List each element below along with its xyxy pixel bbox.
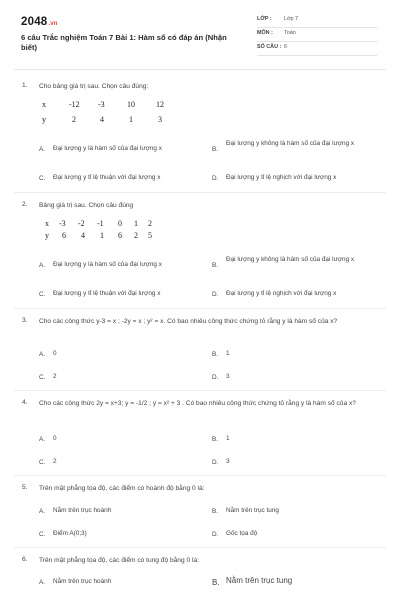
question-divider [14,308,386,309]
option-c[interactable]: 2 [53,458,57,465]
option-b[interactable]: Nằm trên trục tung [226,507,279,514]
table-cell: -12 [69,100,80,109]
table-cell: -2 [78,219,85,228]
table-cell: -1 [97,219,104,228]
option-a[interactable]: 0 [53,435,57,442]
table-cell: 1 [129,115,133,124]
table-cell: y [42,115,46,124]
logo-suffix: .vn [48,21,58,27]
question-number: 6. [22,556,28,563]
question-divider [14,475,386,476]
option-letter: A. [39,579,46,586]
meta-class-label: LỚP : [257,16,272,22]
option-d[interactable]: 3 [226,373,230,380]
question-text: Trên mặt phẳng tọa độ, các điểm có tung độ bằng 0 là: [39,557,199,564]
question-text: Trên mặt phẳng tọa độ, các điểm có hoành độ bằng 0 là: [39,485,205,492]
question-number: 1. [22,82,28,89]
option-letter: A. [39,146,46,153]
table-cell: -3 [59,219,66,228]
table-cell: 2 [134,231,138,240]
question-number: 2. [22,201,28,208]
table-cell: 2 [148,219,152,228]
option-c[interactable]: 2 [53,373,57,380]
meta-class-value: Lớp 7 [284,16,299,22]
option-letter: D. [212,459,219,466]
option-letter: D. [212,175,219,182]
option-letter: A. [39,508,46,515]
option-letter: A. [39,436,46,443]
meta-subject-label: MÔN : [257,30,273,36]
table-cell: 5 [148,231,152,240]
option-b[interactable]: Đại lượng y không là hàm số của đại lượng x [226,256,355,263]
meta-count-value: 6 [284,44,287,50]
option-letter: C. [39,531,46,538]
question-text: Cho bảng giá trị sau. Chọn câu đúng: [39,83,149,90]
table-cell: x [42,100,46,109]
table-cell: 4 [81,231,85,240]
table-cell: 3 [158,115,162,124]
option-c[interactable]: Đại lượng y tỉ lệ thuận với đại lượng x [53,290,161,297]
table-cell: 6 [62,231,66,240]
option-letter: A. [39,351,46,358]
option-letter: B. [212,578,220,587]
option-b[interactable]: 1 [226,435,230,442]
meta-subject [257,28,377,42]
table-cell: 2 [72,115,76,124]
option-letter: B. [212,436,219,443]
option-letter: D. [212,531,219,538]
option-c[interactable]: Đại lượng y tỉ lệ thuận với đại lượng x [53,174,161,181]
table-cell: 6 [118,231,122,240]
option-letter: C. [39,374,46,381]
option-letter: C. [39,291,46,298]
option-d[interactable]: Gốc tọa độ [226,530,258,537]
question-number: 5. [22,484,28,491]
option-d[interactable]: Đại lượng y tỉ lệ nghịch với đại lượng x [226,290,337,297]
meta-count [257,42,377,56]
option-a[interactable]: Nằm trên trục hoành [53,507,112,514]
table-cell: 12 [156,100,164,109]
header-divider [14,69,386,70]
option-letter: D. [212,374,219,381]
option-letter: B. [212,146,219,153]
question-divider [14,390,386,391]
question-text: Cho các công thức y-3 = x ; -2y = x ; y² = x. Có bao nhiêu công thức chứng tỏ rằng y là hàm số của x? [39,318,338,325]
table-cell: 0 [118,219,122,228]
table-cell: 1 [100,231,104,240]
option-a[interactable]: Đại lượng y là hàm số của đại lượng x [53,261,162,268]
option-c[interactable]: Điểm A(0;3) [53,530,87,537]
logo-text: 2048 [21,16,48,28]
option-letter: B. [212,508,219,515]
option-a[interactable]: Nằm trên trục hoành [53,578,112,585]
table-cell: 10 [127,100,135,109]
option-letter: B. [212,262,219,269]
option-a[interactable]: 0 [53,350,57,357]
option-letter: D. [212,291,219,298]
site-logo[interactable] [21,16,58,28]
meta-subject-value: Toán [284,30,296,36]
question-number: 4. [22,399,28,406]
option-b[interactable]: Nằm trên trục tung [226,576,293,585]
question-text: Cho các công thức 2y = x+3; y = -1/2 ; y = x² + 3 . Có bao nhiêu công thức chứng tỏ rằng y là hàm số của x? [39,400,356,407]
question-number: 3. [22,317,28,324]
option-b[interactable]: 1 [226,350,230,357]
question-divider [14,192,386,193]
option-letter: B. [212,351,219,358]
question-text: Bảng giá trị sau. Chọn câu đúng [39,202,134,209]
option-a[interactable]: Đại lượng y là hàm số của đại lượng x [53,145,162,152]
meta-count-label: SỐ CÂU : [257,44,282,50]
option-b[interactable]: Đại lượng y không là hàm số của đại lượng x [226,140,355,147]
option-d[interactable]: Đại lượng y tỉ lệ nghịch với đại lượng x [226,174,337,181]
question-divider [14,547,386,548]
table-cell: y [45,231,49,240]
table-cell: x [45,219,49,228]
table-cell: -3 [98,100,105,109]
table-cell: 4 [100,115,104,124]
option-letter: A. [39,262,46,269]
page-title: 6 câu Trắc nghiệm Toán 7 Bài 1: Hàm số có đáp án (Nhận biết) [21,33,227,52]
option-letter: C. [39,175,46,182]
meta-class [257,14,377,28]
table-cell: 1 [134,219,138,228]
option-letter: C. [39,459,46,466]
option-d[interactable]: 3 [226,458,230,465]
